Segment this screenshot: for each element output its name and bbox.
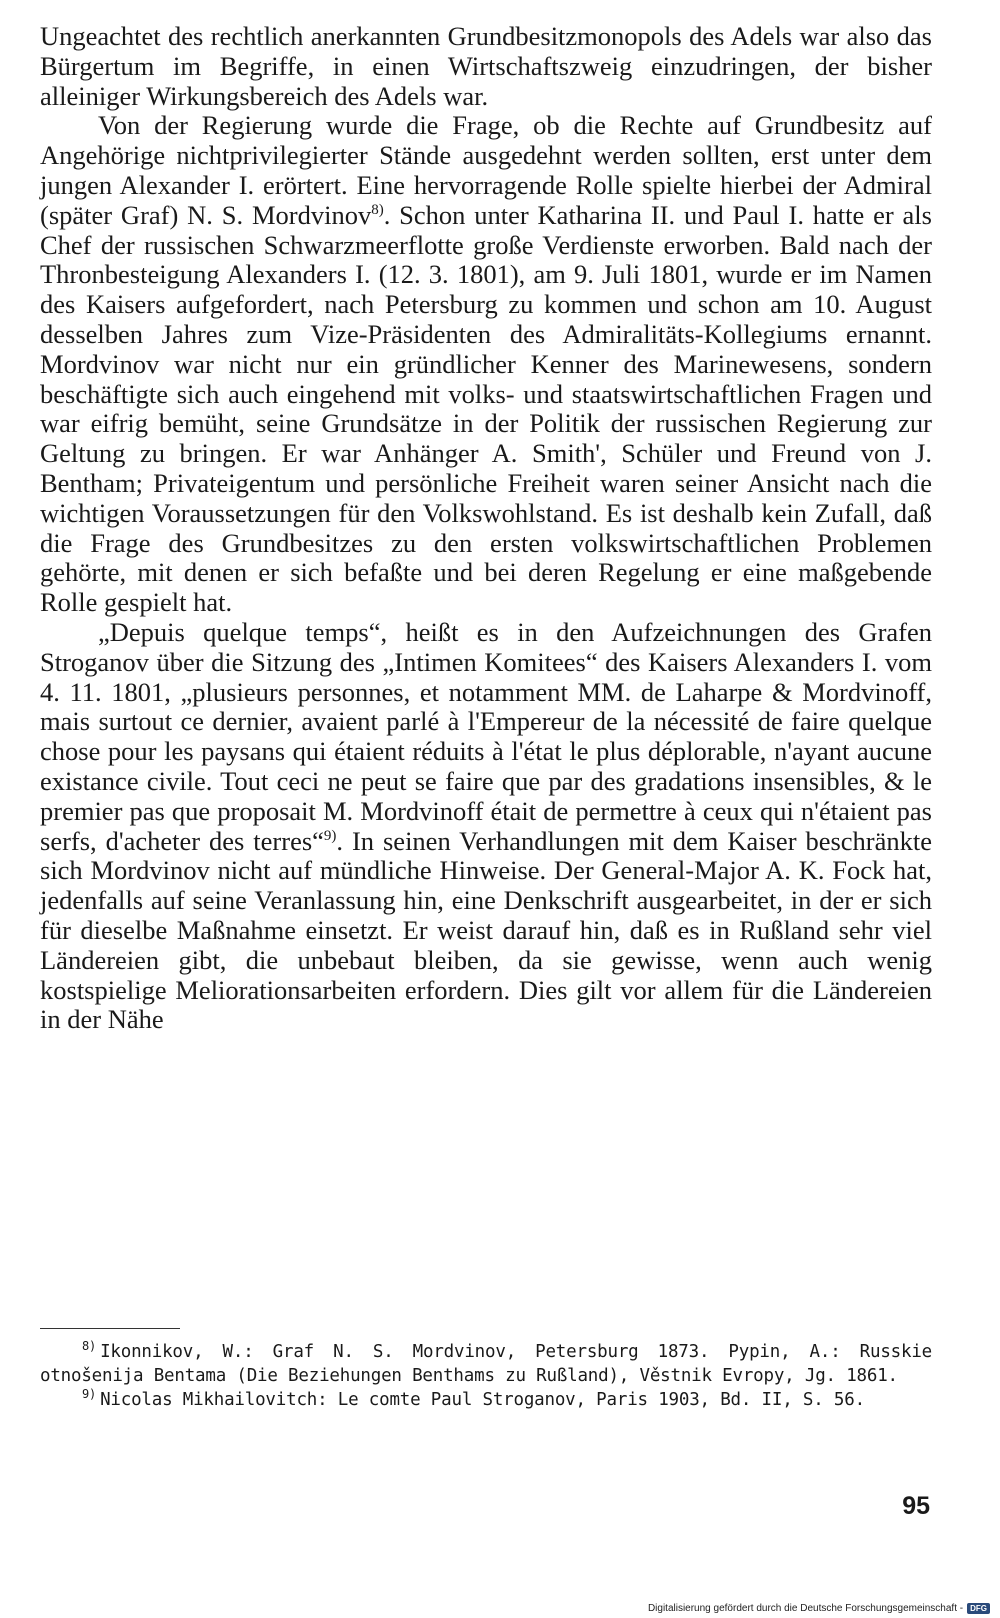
paragraph-3-text-cont: . In seinen Verhandlungen mit dem Kaiser beschränkte sich Mordvinov nicht auf mündliche Hinweise. Der General-Major A. K. Fock hat, jedenfalls auf seine Veranlassung hin, eine Denkschrift ausgearbeitet, in der er sich für dieselbe Maßnahme einsetzt. Er weist darauf hin, daß es in Rußland sehr viel Ländereien gibt, die unbebaut bleiben, da sie gewisse, wenn auch wenig kostspielige Meliorationsarbeiten erfordern. Dies gilt vor allem für die Ländereien in der Nähe: [40, 825, 932, 1035]
paragraph-1: Ungeachtet des rechtlich anerkannten Grundbesitzmonopols des Adels war also das Bürgertum im Begriffe, in einen Wirtschaftszweig einzudringen, der bisher alleiniger Wirkungsbereich des Adels war.: [40, 21, 932, 111]
footnote-divider: [40, 1328, 180, 1329]
paragraph-2-text-cont: . Schon unter Katharina II. und Paul I. hatte er als Chef der russischen Schwarzmeerflotte große Verdienste erworben. Bald nach der Thronbesteigung Alexanders I. (12. 3. 1801), am 9. Juli 1801, wurde er im Namen des Kaisers aufgefordert, nach Petersburg zu kommen und schon am 10. August desselben Jahres zum Vize-Präsidenten des Admiralitäts-Kollegiums ernannt. Mordvinov war nicht nur ein gründlicher Kenner des Marinewesens, sondern beschäftigte sich auch eingehend mit volks- und staatswirtschaftlichen Fragen und war eifrig bemüht, seine Grundsätze in der Politik der russischen Regierung zur Geltung zu bringen. Er war Anhänger A. Smith', Schüler und Freund von J. Bentham; Privateigentum und persönliche Freiheit waren seiner Ansicht nach die wichtigen Voraussetzungen für den Volkswohlstand. Es ist deshalb kein Zufall, daß die Frage des Grundbesitzes zu den ersten volkswirtschaftlichen Problemen gehörte, mit denen er sich befaßte und bei deren Regelung er eine maßgebende Rolle gespielt hat.: [40, 199, 932, 618]
footnote-marker: 9): [82, 1387, 97, 1402]
paragraph-3: [40, 618, 932, 1035]
paragraph-3-text: „Depuis quelque temps“, heißt es in den Aufzeichnungen des Grafen Stroganov über die Sitzung des „Intimen Komitees“ des Kaisers Alexanders I. vom 4. 11. 1801, „plusieurs personnes, et notamment MM. de Laharpe & Mordvinoff, mais surtout ce dernier, avaient parlé à l'Empereur de la nécessité de faire quelque chose pour les paysans qui étaient réduits à l'état le plus déplorable, n'ayant aucune existance civile. Tout ceci ne peut se faire que par des gradations insensibles, & le premier pas que proposait M. Mordvinoff était de permettre à ceux qui n'étaient pas serfs, d'acheter des terres“: [40, 616, 932, 856]
digitization-credit: [648, 1603, 990, 1614]
body-text: [40, 22, 932, 1035]
footnote-9: [40, 1388, 932, 1412]
dfg-logo-icon: DFG: [967, 1603, 990, 1614]
footnote-8: [40, 1340, 932, 1388]
credit-text: Digitalisierung gefördert durch die Deutsche Forschungsgemeinschaft -: [647, 1603, 964, 1614]
page-number: 95: [902, 1492, 930, 1520]
footnote-text: Nicolas Mikhailovitch: Le comte Paul Stroganov, Paris 1903, Bd. II, S. 56.: [100, 1390, 865, 1410]
paragraph-2-text: Von der Regierung wurde die Frage, ob die Rechte auf Grundbesitz auf Angehörige nichtprivilegierter Stände ausgedehnt werden sollten, erst unter dem jungen Alexander I. erörtert. Eine hervorragende Rolle spielte hierbei der Admiral (später Graf) N. S. Mordvinov: [40, 110, 932, 230]
paragraph-2: [40, 111, 932, 618]
footnote-ref-9[interactable]: 9): [323, 827, 337, 844]
footnotes: [40, 1340, 932, 1412]
footnote-ref-8[interactable]: 8): [371, 201, 384, 218]
footnote-text: Ikonnikov, W.: Graf N. S. Mordvinov, Petersburg 1873. Pypin, A.: Russkie otnošenija Bentama (Die Beziehungen Benthams zu Rußland), Věstnik Evropy, Jg. 1861.: [40, 1342, 932, 1386]
footnote-marker: 8): [82, 1339, 97, 1354]
